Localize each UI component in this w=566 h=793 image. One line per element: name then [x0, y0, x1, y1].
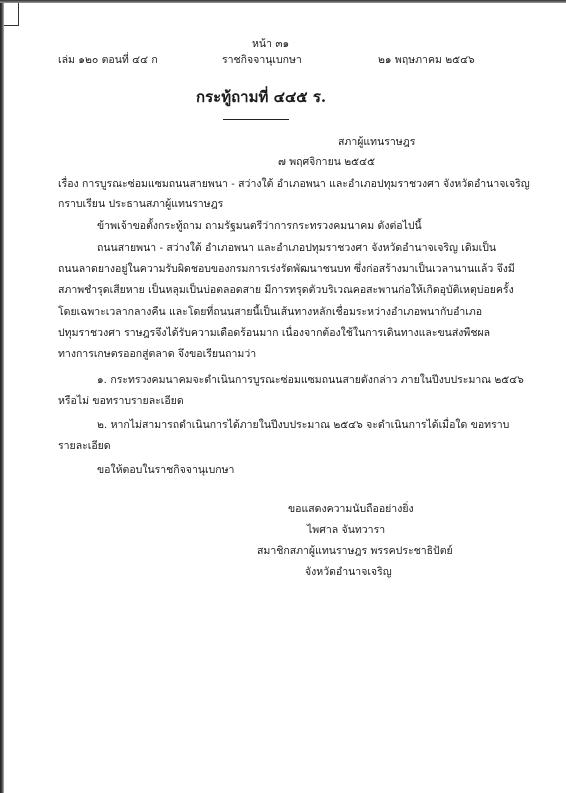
volume-issue: เล่ม ๑๒๐ ตอนที่ ๔๔ ก — [58, 54, 158, 66]
signatory-position: สมาชิกสภาผู้แทนราษฎร พรรคประชาธิปัตย์ — [257, 545, 453, 557]
body-line: สภาพชำรุดเสียหาย เป็นหลุมเป็นบ่อตลอดสาย มีการทรุดตัวบริเวณคอสะพานก่อให้เกิดอุบัติเหตุบ่อยครั้ง — [58, 284, 514, 296]
body-line: ปทุมราชวงศา ราษฎรจึงได้รับความเดือดร้อนมาก เนื่องจากต้องใช้ในการเดินทางและขนส่งพืชผล — [58, 327, 491, 339]
document-title: กระทู้ถามที่ ๔๔๕ ร. — [196, 88, 327, 106]
issue-date: ๗ พฤศจิกายน ๒๕๔๕ — [278, 156, 376, 168]
question-1: ๑. กระทรวงคมนาคมจะดำเนินการบูรณะซ่อมแซมถนนสายดังกล่าว ภายในปีงบประมาณ ๒๕๔๖ — [97, 374, 524, 386]
body-line: ทางการเกษตรออกสู่ตลาด จึงขอเรียนถามว่า — [58, 348, 257, 360]
page-number: หน้า ๓๑ — [252, 38, 290, 50]
question-2-continued: รายละเอียด — [58, 440, 111, 452]
gazette-date: ๒๑ พฤษภาคม ๒๕๔๖ — [378, 54, 475, 66]
question-2: ๒. หากไม่สามารถดำเนินการได้ภายในปีงบประมาณ ๒๕๔๖ จะดำเนินการได้เมื่อใด ขอทราบ — [97, 419, 510, 431]
body-line: ถนนสายพนา - สว่างใต้ อำเภอพนา และอำเภอปทุมราชวงศา จังหวัดอำนาจเจริญ เดิมเป็น — [97, 242, 497, 254]
question-1-continued: หรือไม่ ขอทราบรายละเอียด — [58, 395, 184, 407]
gazette-name: ราชกิจจานุเบกษา — [222, 54, 302, 66]
closing-regards: ขอแสดงความนับถืออย่างยิ่ง — [288, 503, 414, 515]
salutation: กราบเรียน ประธานสภาผู้แทนราษฎร — [58, 198, 224, 210]
issuer: สภาผู้แทนราษฎร — [338, 136, 416, 148]
body-line: โดยเฉพาะเวลากลางคืน และโดยที่ถนนสายนี้เป็นเส้นทางหลักเชื่อมระหว่างอำเภอพนากับอำเภอ — [58, 306, 483, 318]
body-line: ถนนลาดยางอยู่ในความรับผิดชอบของกรมการเร่งรัดพัฒนาชนบท ซึ่งก่อสร้างมาเป็นเวลานานแล้ว จึงมี — [58, 263, 515, 275]
intro-paragraph: ข้าพเจ้าขอตั้งกระทู้ถาม ถามรัฐมนตรีว่าการกระทรวงคมนาคม ดังต่อไปนี้ — [97, 220, 422, 232]
subject-line: เรื่อง การบูรณะซ่อมแซมถนนสายพนา - สว่างใต้ อำเภอพนา และอำเภอปทุมราชวงศา จังหวัดอำนาจเจริญ — [58, 178, 530, 190]
closing-request: ขอให้ตอบในราชกิจจานุเบกษา — [97, 464, 235, 476]
signatory-province: จังหวัดอำนาจเจริญ — [305, 566, 392, 578]
signatory-name: ไพศาล จันทวารา — [307, 524, 386, 536]
title-underline — [223, 119, 289, 120]
